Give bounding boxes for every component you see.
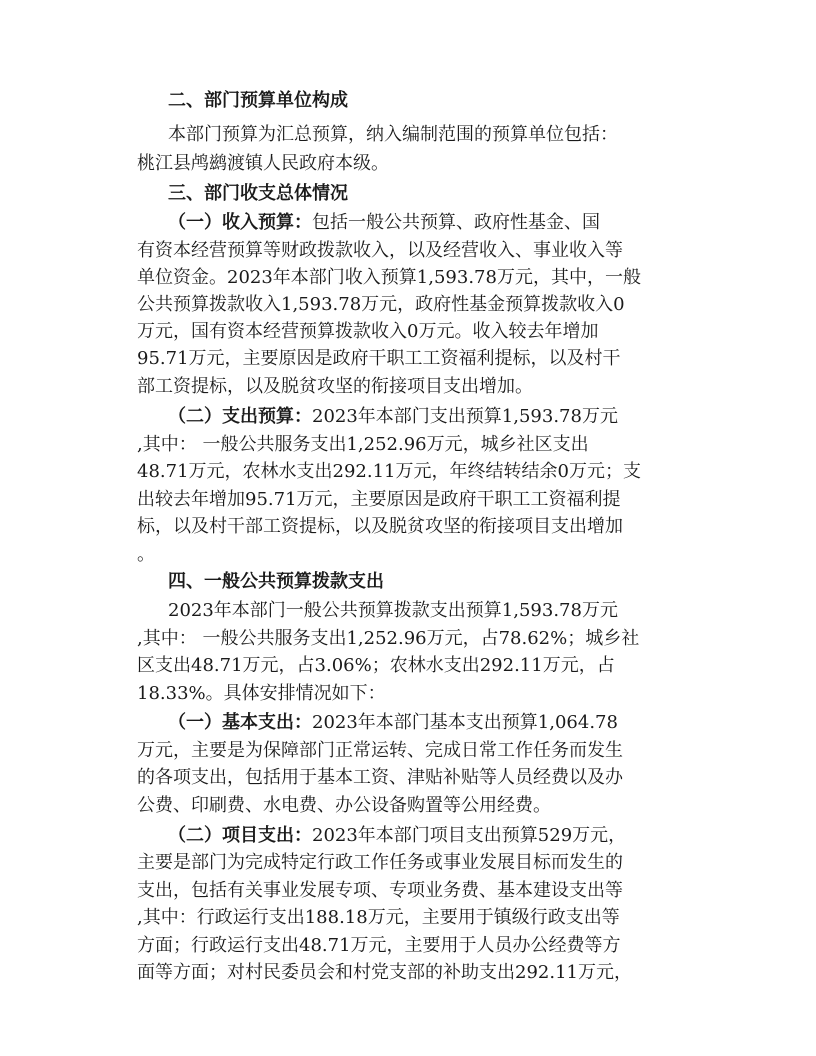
paragraph-line: 的各项支出，包括用于基本工资、津贴补贴等人员经费以及办 bbox=[137, 767, 623, 788]
paragraph-line: 公费、印刷费、水电费、办公设备购置等公用经费。 bbox=[137, 795, 551, 816]
expense-budget-label: （二）支出预算： bbox=[168, 406, 312, 427]
paragraph-line: 主要是部门为完成特定行政工作任务或事业发展目标而发生的 bbox=[137, 852, 623, 873]
section-heading-overall: 三、部门收支总体情况 bbox=[168, 183, 348, 204]
paragraph-line: ,其中： 一般公共服务支出1,252.96万元，城乡社区支出 bbox=[137, 434, 589, 455]
paragraph-line: 桃江县鸬鹚渡镇人民政府本级。 bbox=[137, 153, 389, 174]
paragraph-line: 有资本经营预算等财政拨款收入，以及经营收入、事业收入等 bbox=[137, 240, 623, 261]
paragraph-line: ,其中：行政运行支出188.18万元，主要用于镇级行政支出等 bbox=[137, 907, 620, 928]
paragraph-line: 公共预算拨款收入1,593.78万元，政府性基金预算拨款收入0 bbox=[137, 294, 625, 315]
paragraph-line: 95.71万元，主要原因是政府干职工工资福利提标，以及村干 bbox=[137, 348, 621, 369]
section-heading-general-budget: 四、一般公共预算拨款支出 bbox=[168, 571, 384, 592]
income-budget-label: （一）收入预算： bbox=[168, 212, 312, 233]
paragraph-line: （一）基本支出：2023年本部门基本支出预算1,064.78 bbox=[168, 712, 618, 733]
paragraph-line: 48.71万元，农林水支出292.11万元，年终结转结余0万元；支 bbox=[137, 461, 641, 482]
paragraph-line: 出较去年增加95.71万元，主要原因是政府干职工工资福利提 bbox=[137, 489, 621, 510]
paragraph-line: 标，以及村干部工资提标，以及脱贫攻坚的衔接项目支出增加 bbox=[137, 516, 623, 537]
paragraph-line: （二）项目支出：2023年本部门项目支出预算529万元， bbox=[168, 825, 627, 846]
paragraph-line: 区支出48.71万元，占3.06%；农林水支出292.11万元，占 bbox=[137, 655, 615, 676]
section-heading-unit-composition: 二、部门预算单位构成 bbox=[168, 90, 348, 111]
paragraph-line: （二）支出预算：2023年本部门支出预算1,593.78万元 bbox=[168, 406, 618, 427]
paragraph-line: 面等方面；对村民委员会和村党支部的补助支出292.11万元， bbox=[137, 962, 632, 983]
paragraph-line: 方面；行政运行支出48.71万元，主要用于人员办公经费等方 bbox=[137, 935, 621, 956]
paragraph-line: 18.33%。具体安排情况如下： bbox=[137, 683, 386, 704]
paragraph-line: 。 bbox=[137, 544, 155, 565]
paragraph-line: ,其中： 一般公共服务支出1,252.96万元，占78.62%；城乡社 bbox=[137, 628, 640, 649]
paragraph-line: （一）收入预算：包括一般公共预算、政府性基金、国 bbox=[168, 212, 600, 233]
basic-expense-label: （一）基本支出： bbox=[168, 712, 312, 733]
paragraph-line: 万元，国有资本经营预算拨款收入0万元。收入较去年增加 bbox=[137, 321, 599, 342]
paragraph-line: 支出，包括有关事业发展专项、专项业务费、基本建设支出等 bbox=[137, 880, 623, 901]
paragraph-line: 本部门预算为汇总预算，纳入编制范围的预算单位包括： bbox=[168, 124, 618, 145]
paragraph-line: 2023年本部门一般公共预算拨款支出预算1,593.78万元 bbox=[168, 600, 618, 621]
paragraph-line: 万元，主要是为保障部门正常运转、完成日常工作任务而发生 bbox=[137, 740, 623, 761]
paragraph-line: 单位资金。2023年本部门收入预算1,593.78万元，其中，一般 bbox=[137, 267, 641, 288]
project-expense-label: （二）项目支出： bbox=[168, 825, 312, 846]
paragraph-line: 部工资提标，以及脱贫攻坚的衔接项目支出增加。 bbox=[137, 376, 533, 397]
